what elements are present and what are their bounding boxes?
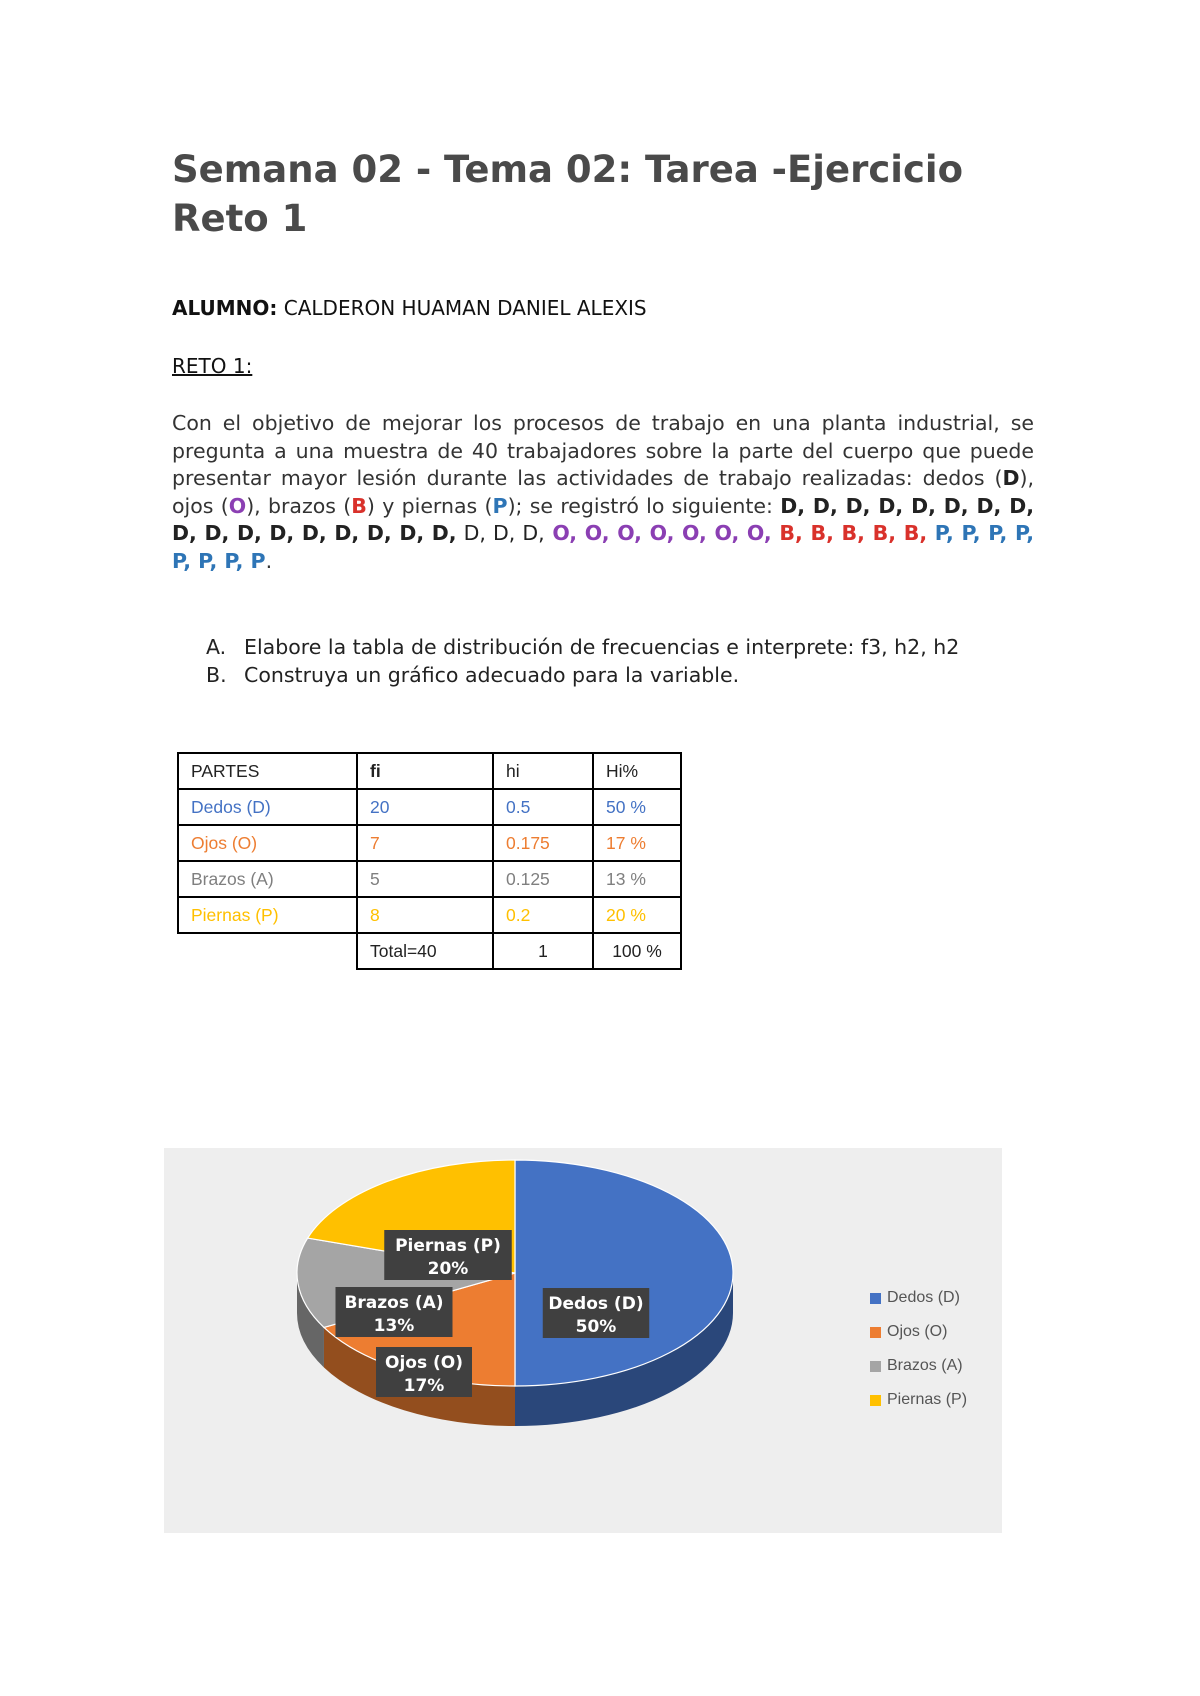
legend-label: Ojos (O) [887, 1323, 948, 1340]
table-cell: 7 [357, 825, 493, 861]
legend-item [870, 1281, 967, 1315]
statement-mid4: ); se registró lo siguiente: [507, 493, 781, 518]
table-cell: 0.175 [493, 825, 593, 861]
frequency-table [177, 752, 682, 970]
legend-swatch [870, 1395, 881, 1406]
table-cell: 17 % [593, 825, 681, 861]
question-a [206, 633, 959, 661]
data-label [376, 1347, 472, 1397]
question-text: Construya un gráfico adecuado para la variable. [244, 663, 740, 687]
table-row [178, 861, 681, 897]
header-cell: fi [357, 753, 493, 789]
code-p: P [492, 493, 508, 518]
legend-label: Piernas (P) [887, 1391, 968, 1408]
legend-item [870, 1349, 967, 1383]
sequence-o: O, O, O, O, O, O, O, [544, 521, 772, 545]
table-header-row [178, 753, 681, 789]
total-cell: Total=40 [357, 933, 493, 969]
sequence-p: P, P, P, P, P, P, P, P [172, 521, 1034, 573]
student-line [172, 296, 647, 320]
student-label: ALUMNO: [172, 296, 278, 320]
pie-chart [164, 1148, 1002, 1533]
question-letter: A. [206, 635, 227, 659]
header-cell: hi [493, 753, 593, 789]
table-cell: Ojos (O) [178, 825, 357, 861]
data-label-name: Piernas (P) [395, 1236, 501, 1256]
table-cell: 13 % [593, 861, 681, 897]
table-cell: 0.125 [493, 861, 593, 897]
data-label-name: Ojos (O) [385, 1353, 463, 1373]
data-label-value: 17% [403, 1376, 445, 1396]
legend-label: Brazos (A) [887, 1357, 963, 1374]
legend-item [870, 1315, 967, 1349]
student-name: CALDERON HUAMAN DANIEL ALEXIS [283, 296, 647, 320]
legend-swatch [870, 1293, 881, 1304]
data-label [543, 1288, 650, 1338]
data-label [384, 1230, 512, 1280]
table-cell: 0.2 [493, 897, 593, 933]
data-label-value: 50% [575, 1317, 617, 1337]
table-row [178, 789, 681, 825]
data-label-value: 13% [373, 1316, 415, 1336]
table-cell: Dedos (D) [178, 789, 357, 825]
table-row [178, 897, 681, 933]
data-label-value: 20% [427, 1259, 469, 1279]
table-row [178, 825, 681, 861]
code-b: B [351, 493, 367, 518]
statement-end: . [265, 548, 273, 573]
header-cell: Hi% [593, 753, 681, 789]
code-d: D [1002, 466, 1020, 490]
sequence-d: D, D, D, [456, 521, 545, 545]
statement-mid1: ), ojos ( [172, 466, 1034, 518]
table-cell: 8 [357, 897, 493, 933]
table-cell: 5 [357, 861, 493, 897]
statement-mid2: ), brazos ( [246, 493, 352, 518]
problem-statement [172, 410, 1034, 575]
question-text: Elabore la tabla de distribución de frecuencias e interprete: f3, h2, h2 [244, 635, 960, 659]
header-cell: PARTES [178, 753, 357, 789]
table-cell: 20 % [593, 897, 681, 933]
empty-cell [178, 933, 357, 969]
question-list [206, 633, 959, 689]
statement-mid3: ) y piernas ( [366, 493, 493, 518]
data-label [336, 1287, 453, 1337]
sequence-d-bold: D, D, D, D, D, D, D, D, D, D, D, D, D, D, D, D, D, [172, 493, 1035, 545]
data-label-name: Dedos (D) [548, 1294, 644, 1314]
statement-intro: Con el objetivo de mejorar los procesos de trabajo en una planta industrial, se pregunta a una muestra de 40 trabajadores sobre la parte del cuerpo que puede presentar mayor lesión durante las actividades de trabajo realizadas: dedos ( [172, 411, 1034, 490]
total-cell: 1 [493, 933, 593, 969]
chart-legend [870, 1281, 967, 1417]
page-title: Semana 02 - Tema 02: Tarea -Ejercicio Reto 1 [172, 148, 963, 240]
legend-swatch [870, 1361, 881, 1372]
table-cell: 50 % [593, 789, 681, 825]
table-cell: 20 [357, 789, 493, 825]
table-total-row [178, 933, 681, 969]
legend-swatch [870, 1327, 881, 1338]
legend-item [870, 1383, 967, 1417]
code-o: O [228, 493, 247, 518]
total-cell: 100 % [593, 933, 681, 969]
question-b [206, 661, 959, 689]
reto-heading: RETO 1: [172, 354, 253, 378]
table-cell: Brazos (A) [178, 861, 357, 897]
sequence-b: B, B, B, B, B, [771, 521, 928, 545]
question-letter: B. [206, 663, 227, 687]
legend-label: Dedos (D) [887, 1289, 960, 1306]
table-cell: 0.5 [493, 789, 593, 825]
data-label-name: Brazos (A) [344, 1293, 444, 1313]
table-cell: Piernas (P) [178, 897, 357, 933]
